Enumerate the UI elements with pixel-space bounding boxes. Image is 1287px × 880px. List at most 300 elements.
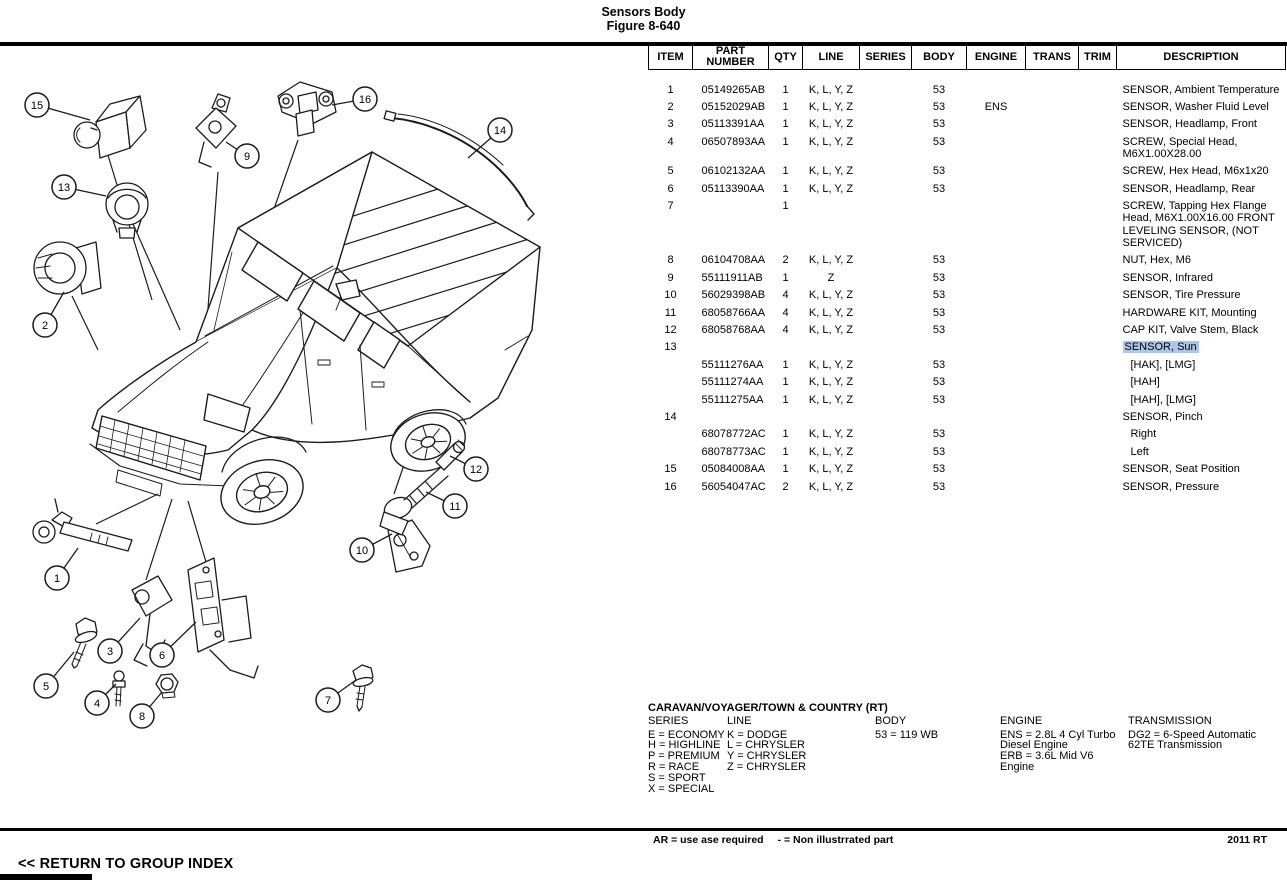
- cell-trans: [1026, 304, 1079, 321]
- highlighted-description: SENSOR, Sun: [1124, 341, 1197, 354]
- cell-trim: [1079, 69, 1117, 98]
- cell-engine: [967, 198, 1026, 252]
- col-qty: QTY: [769, 46, 803, 69]
- callout-9: [235, 144, 259, 168]
- cell-body: [912, 339, 967, 356]
- cell-line: [803, 408, 860, 425]
- svg-text:4: 4: [93, 697, 101, 710]
- cell-trim: [1079, 198, 1117, 252]
- table-row: [649, 304, 1286, 321]
- cell-qty: [769, 339, 803, 356]
- cell-description: SCREW, Special Head, M6X1.00X28.00: [1122, 135, 1238, 160]
- cell-description: HARDWARE KIT, Mounting: [1122, 306, 1257, 319]
- cell-description: SENSOR, Tire Pressure: [1122, 289, 1241, 302]
- cell-trans: [1026, 478, 1079, 495]
- cell-description: SENSOR, Headlamp, Front: [1122, 118, 1257, 131]
- legend-series-header: SERIES: [648, 714, 689, 727]
- cell-trans: [1026, 391, 1079, 408]
- svg-text:16: 16: [358, 93, 372, 106]
- table-row: [649, 321, 1286, 338]
- cell-engine: [967, 478, 1026, 495]
- figure-title-line2: Figure 8-640: [606, 19, 681, 33]
- callout-16: [353, 87, 377, 111]
- cell-engine: [967, 461, 1026, 478]
- cell-qty: 2: [782, 254, 789, 267]
- part-sun-sensor: [106, 183, 148, 238]
- cell-part-number: [693, 198, 769, 252]
- part-screw-7: [352, 665, 373, 711]
- callout-14: [488, 118, 512, 142]
- cell-series: [860, 180, 912, 197]
- cell-trim: [1079, 252, 1117, 269]
- cell-trim: [1079, 356, 1117, 373]
- legend-transmission-header: TRANSMISSION: [1128, 714, 1212, 727]
- cell-description: SENSOR, Washer Fluid Level: [1122, 100, 1269, 113]
- cell-line: K, L, Y, Z: [808, 428, 854, 441]
- col-description: DESCRIPTION: [1117, 46, 1286, 69]
- legend: [648, 702, 1285, 795]
- cell-trans: [1026, 321, 1079, 338]
- cell-body: 53: [932, 100, 946, 113]
- legend-item: 53 = 119 WB: [875, 728, 939, 741]
- legend-body-header: BODY: [875, 714, 907, 727]
- corner-bar: [0, 874, 92, 880]
- legend-item: X = SPECIAL: [648, 782, 715, 795]
- cell-qty: 1: [782, 358, 789, 371]
- cell-description: CAP KIT, Valve Stem, Black: [1122, 323, 1259, 336]
- svg-text:15: 15: [30, 99, 44, 112]
- cell-line: K, L, Y, Z: [808, 480, 854, 493]
- cell-trans: [1026, 116, 1079, 133]
- table-row: [649, 443, 1286, 460]
- part-stud-4: [113, 671, 125, 706]
- cell-engine: [967, 339, 1026, 356]
- footer-ar-note: AR = use ase required: [653, 834, 764, 846]
- cell-part-number: 06104708AA: [701, 254, 766, 267]
- cell-series: [860, 198, 912, 252]
- table-row: [649, 116, 1286, 133]
- cell-series: [860, 98, 912, 115]
- cell-body: 53: [932, 289, 946, 302]
- cell-engine: [967, 269, 1026, 286]
- cell-trim: [1079, 180, 1117, 197]
- legend-engine: [1000, 716, 1128, 773]
- callout-13: [52, 175, 76, 199]
- cell-trans: [1026, 461, 1079, 478]
- cell-part-number: 68058768AA: [701, 323, 766, 336]
- callout-8: [130, 704, 154, 728]
- cell-trans: [1026, 133, 1079, 163]
- cell-part-number: 05149265AB: [701, 83, 766, 96]
- footer-dash-note: - = Non illustrrated part: [777, 834, 894, 846]
- part-sensor-1: [33, 499, 132, 551]
- table-row: [649, 408, 1286, 425]
- cell-part-number: 06102132AA: [701, 165, 766, 178]
- cell-line: K, L, Y, Z: [808, 445, 854, 458]
- cell-part-number: 05084008AA: [701, 463, 766, 476]
- cell-trim: [1079, 339, 1117, 356]
- cell-series: [860, 391, 912, 408]
- cell-qty: 1: [782, 182, 789, 195]
- cell-trim: [1079, 269, 1117, 286]
- svg-text:11: 11: [449, 500, 461, 513]
- cell-trim: [1079, 133, 1117, 163]
- cell-body: 53: [932, 393, 946, 406]
- callout-1: [45, 566, 69, 590]
- cell-qty: 1: [782, 118, 789, 131]
- cell-body: 53: [932, 463, 946, 476]
- cell-engine: [967, 321, 1026, 338]
- return-to-group-index-link[interactable]: << RETURN TO GROUP INDEX: [18, 856, 234, 872]
- table-row: [649, 478, 1286, 495]
- table-row: [649, 269, 1286, 286]
- cell-body: 53: [932, 306, 946, 319]
- table-row: [649, 339, 1286, 356]
- cell-series: [860, 304, 912, 321]
- callout-12: [464, 457, 488, 481]
- cell-series: [860, 69, 912, 98]
- cell-series: [860, 133, 912, 163]
- cell-line: K, L, Y, Z: [808, 393, 854, 406]
- legend-series: [648, 716, 726, 795]
- cell-body: 53: [932, 480, 946, 493]
- table-row: [649, 98, 1286, 115]
- cell-line: K, L, Y, Z: [808, 182, 854, 195]
- legend-item: H = HIGHLINE: [648, 739, 721, 752]
- cell-trans: [1026, 339, 1079, 356]
- cell-part-number: 05113390AA: [701, 182, 765, 195]
- cell-part-number: 56054047AC: [701, 480, 766, 493]
- legend-item: S = SPORT: [648, 771, 706, 784]
- cell-line: K, L, Y, Z: [808, 376, 854, 389]
- legend-item: P = PREMIUM: [648, 750, 720, 763]
- cell-body: 53: [932, 135, 946, 148]
- cell-qty: 1: [782, 100, 789, 113]
- cell-line: K, L, Y, Z: [808, 306, 854, 319]
- cell-qty: 1: [782, 376, 789, 389]
- figure-title-line1: Sensors Body: [601, 5, 686, 19]
- table-row: [649, 252, 1286, 269]
- cell-engine: [967, 356, 1026, 373]
- svg-text:8: 8: [138, 710, 146, 723]
- cell-body: 53: [932, 254, 946, 267]
- cell-qty: 1: [782, 135, 789, 148]
- cell-engine: [967, 374, 1026, 391]
- cell-body: 53: [932, 445, 946, 458]
- cell-part-number: 05152029AB: [701, 100, 766, 113]
- cell-series: [860, 163, 912, 180]
- cell-series: [860, 321, 912, 338]
- table-row: [649, 163, 1286, 180]
- cell-engine: [967, 391, 1026, 408]
- cell-item: 6: [667, 182, 674, 195]
- cell-item: [649, 391, 693, 408]
- cell-item: [649, 426, 693, 443]
- cell-item: [649, 374, 693, 391]
- legend-item: Y = CHRYSLER: [727, 750, 807, 763]
- cell-body: [912, 408, 967, 425]
- cell-trim: [1079, 374, 1117, 391]
- cell-description: [HAH], [LMG]: [1130, 393, 1196, 406]
- cell-item: [649, 443, 693, 460]
- cell-series: [860, 461, 912, 478]
- table-header-row: [649, 46, 1286, 69]
- cell-item: 5: [667, 165, 674, 178]
- table-row: [649, 198, 1286, 252]
- cell-item: 4: [667, 135, 674, 148]
- cell-description: NUT, Hex, M6: [1122, 254, 1191, 267]
- cell-part-number: 55111275AA: [701, 393, 764, 406]
- svg-text:5: 5: [42, 680, 50, 693]
- cell-trans: [1026, 98, 1079, 115]
- cell-part-number: 68078773AC: [701, 445, 766, 458]
- cell-item: 3: [667, 118, 674, 131]
- svg-text:10: 10: [355, 544, 369, 557]
- table-row: [649, 391, 1286, 408]
- cell-body: 53: [932, 358, 946, 371]
- cell-engine: [967, 304, 1026, 321]
- cell-part-number: [693, 339, 769, 356]
- cell-trans: [1026, 180, 1079, 197]
- cell-description: SENSOR, Ambient Temperature: [1122, 83, 1280, 96]
- table-row: [649, 356, 1286, 373]
- cell-trim: [1079, 391, 1117, 408]
- cell-line: K, L, Y, Z: [808, 254, 854, 267]
- svg-text:9: 9: [243, 150, 251, 163]
- cell-engine: [967, 443, 1026, 460]
- cell-series: [860, 287, 912, 304]
- cell-body: 53: [932, 182, 946, 195]
- cell-item: 14: [664, 410, 677, 423]
- part-connector-2: [34, 242, 101, 294]
- legend-line: [727, 716, 867, 773]
- col-series: SERIES: [860, 46, 912, 69]
- cell-part-number: 05113391AA: [701, 118, 765, 131]
- cell-series: [860, 116, 912, 133]
- cell-series: [860, 356, 912, 373]
- parts-table: [648, 46, 1286, 495]
- callout-3: [98, 639, 122, 663]
- cell-description: SENSOR, Pinch: [1122, 410, 1203, 423]
- cell-trans: [1026, 198, 1079, 252]
- cell-qty: 1: [782, 271, 789, 284]
- svg-text:2: 2: [41, 319, 49, 332]
- legend-body: [875, 716, 995, 741]
- cell-engine: [967, 69, 1026, 98]
- cell-body: 53: [932, 271, 946, 284]
- cell-part-number: 06507893AA: [701, 135, 766, 148]
- cell-description: SENSOR, Infrared: [1122, 271, 1213, 284]
- cell-description: Right: [1130, 428, 1157, 441]
- legend-model: CARAVAN/VOYAGER/TOWN & COUNTRY (RT): [648, 702, 888, 714]
- cell-body: 53: [932, 118, 946, 131]
- cell-trim: [1079, 98, 1117, 115]
- part-assembly-6: [188, 558, 258, 678]
- callout-2: [33, 313, 57, 337]
- cell-engine: ENS: [984, 100, 1008, 113]
- cell-engine: [967, 408, 1026, 425]
- cell-line: K, L, Y, Z: [808, 358, 854, 371]
- legend-item: K = DODGE: [727, 728, 788, 741]
- svg-text:7: 7: [324, 694, 332, 707]
- cell-line: K, L, Y, Z: [808, 118, 854, 131]
- cell-series: [860, 426, 912, 443]
- cell-description: SENSOR, Pressure: [1122, 480, 1220, 493]
- cell-description: SENSOR, Seat Position: [1122, 463, 1240, 476]
- cell-description: [1117, 339, 1286, 356]
- cell-body: 53: [932, 165, 946, 178]
- legend-item: L = CHRYSLER: [727, 739, 805, 752]
- legend-engine-header: ENGINE: [1000, 714, 1043, 727]
- cell-qty: 4: [782, 323, 789, 336]
- col-line: LINE: [803, 46, 860, 69]
- cell-item: 2: [667, 100, 674, 113]
- cell-trans: [1026, 374, 1079, 391]
- cell-trim: [1079, 478, 1117, 495]
- footer-catalog-year: 2011 RT: [1227, 834, 1267, 846]
- cell-trans: [1026, 408, 1079, 425]
- part-ambient-module: [74, 96, 146, 158]
- part-screw-5: [72, 618, 98, 668]
- cell-item: 9: [667, 271, 674, 284]
- cell-item: 15: [664, 463, 677, 476]
- cell-series: [860, 252, 912, 269]
- minivan-line-art: [90, 152, 570, 534]
- cell-part-number: 68058766AA: [701, 306, 766, 319]
- cell-qty: 1: [782, 393, 789, 406]
- cell-qty: 1: [782, 83, 789, 96]
- cell-line: K, L, Y, Z: [808, 463, 854, 476]
- cell-trans: [1026, 426, 1079, 443]
- cell-part-number: 56029398AB: [701, 289, 766, 302]
- cell-description: SCREW, Tapping Hex Flange Head, M6X1.00X16.00 FRONT LEVELING SENSOR, (NOT SERVICED): [1122, 200, 1275, 250]
- cell-description: SENSOR, Headlamp, Rear: [1122, 182, 1256, 195]
- cell-engine: [967, 163, 1026, 180]
- col-body: BODY: [912, 46, 967, 69]
- svg-text:12: 12: [469, 463, 483, 476]
- cell-series: [860, 478, 912, 495]
- cell-description: [HAK], [LMG]: [1130, 358, 1196, 371]
- cell-series: [860, 443, 912, 460]
- cell-trans: [1026, 163, 1079, 180]
- legend-item: ERB = 3.6L Mid V6 Engine: [1000, 750, 1094, 773]
- col-item: ITEM: [649, 46, 693, 69]
- part-bracket-16: [278, 82, 336, 136]
- table-row: [649, 180, 1286, 197]
- cell-trans: [1026, 356, 1079, 373]
- cell-item: 12: [664, 323, 677, 336]
- legend-item: E = ECONOMY: [648, 728, 725, 741]
- cell-description: Left: [1130, 445, 1149, 458]
- cell-trans: [1026, 443, 1079, 460]
- legend-line-header: LINE: [727, 714, 752, 727]
- cell-qty: 1: [782, 463, 789, 476]
- cell-item: 13: [664, 341, 677, 354]
- svg-text:3: 3: [106, 645, 114, 658]
- cell-item: 7: [667, 200, 674, 213]
- callout-4: [85, 691, 109, 715]
- cell-line: K, L, Y, Z: [808, 289, 854, 302]
- cell-line: [803, 339, 860, 356]
- cell-trans: [1026, 287, 1079, 304]
- col-trim: TRIM: [1079, 46, 1117, 69]
- cell-trans: [1026, 252, 1079, 269]
- cell-line: K, L, Y, Z: [808, 83, 854, 96]
- cell-qty: 1: [782, 445, 789, 458]
- cell-qty: 1: [782, 428, 789, 441]
- cell-trim: [1079, 287, 1117, 304]
- cell-item: [649, 356, 693, 373]
- col-engine: ENGINE: [967, 46, 1026, 69]
- svg-text:1: 1: [53, 572, 61, 585]
- cell-trim: [1079, 443, 1117, 460]
- cell-qty: [769, 408, 803, 425]
- cell-part-number: [693, 408, 769, 425]
- cell-series: [860, 408, 912, 425]
- cell-line: [803, 198, 860, 252]
- cell-trim: [1079, 408, 1117, 425]
- cell-body: 53: [932, 83, 946, 96]
- cell-description: SCREW, Hex Head, M6x1x20: [1122, 165, 1269, 178]
- cell-qty: 1: [782, 165, 789, 178]
- cell-body: 53: [932, 376, 946, 389]
- legend-item: Z = CHRYSLER: [727, 760, 806, 773]
- cell-engine: [967, 426, 1026, 443]
- cell-qty: 2: [782, 480, 789, 493]
- cell-series: [860, 339, 912, 356]
- cell-line: K, L, Y, Z: [808, 100, 854, 113]
- cell-item: 10: [664, 289, 677, 302]
- callout-7: [316, 688, 340, 712]
- bottom-rule: [0, 828, 1287, 831]
- cell-part-number: 68078772AC: [701, 428, 766, 441]
- cell-trans: [1026, 69, 1079, 98]
- cell-part-number: 55111274AA: [701, 376, 764, 389]
- cell-series: [860, 374, 912, 391]
- table-row: [649, 133, 1286, 163]
- table-row: [649, 287, 1286, 304]
- cell-engine: [967, 180, 1026, 197]
- cell-line: Z: [827, 271, 835, 284]
- table-row: [649, 426, 1286, 443]
- cell-qty: 4: [782, 289, 789, 302]
- cell-qty: 1: [782, 200, 789, 213]
- table-row: [649, 374, 1286, 391]
- cell-trim: [1079, 304, 1117, 321]
- col-trans: TRANS: [1026, 46, 1079, 69]
- cell-engine: [967, 287, 1026, 304]
- cell-item: 8: [667, 254, 674, 267]
- svg-text:14: 14: [493, 124, 507, 137]
- cell-item: 1: [667, 83, 674, 96]
- table-row: [649, 461, 1286, 478]
- cell-line: K, L, Y, Z: [808, 135, 854, 148]
- cell-line: K, L, Y, Z: [808, 323, 854, 336]
- cell-part-number: 55111911AB: [701, 271, 763, 284]
- cell-description: [HAH]: [1130, 376, 1160, 389]
- cell-body: 53: [932, 323, 946, 336]
- callout-11: [443, 494, 467, 518]
- cell-engine: [967, 116, 1026, 133]
- svg-text:6: 6: [158, 649, 166, 662]
- table-row: [649, 69, 1286, 98]
- legend-item: R = RACE: [648, 760, 700, 773]
- minivan-diagram-svg: [0, 0, 648, 830]
- cell-line: K, L, Y, Z: [808, 165, 854, 178]
- cell-body: 53: [932, 428, 946, 441]
- callout-10: [350, 538, 374, 562]
- cell-engine: [967, 252, 1026, 269]
